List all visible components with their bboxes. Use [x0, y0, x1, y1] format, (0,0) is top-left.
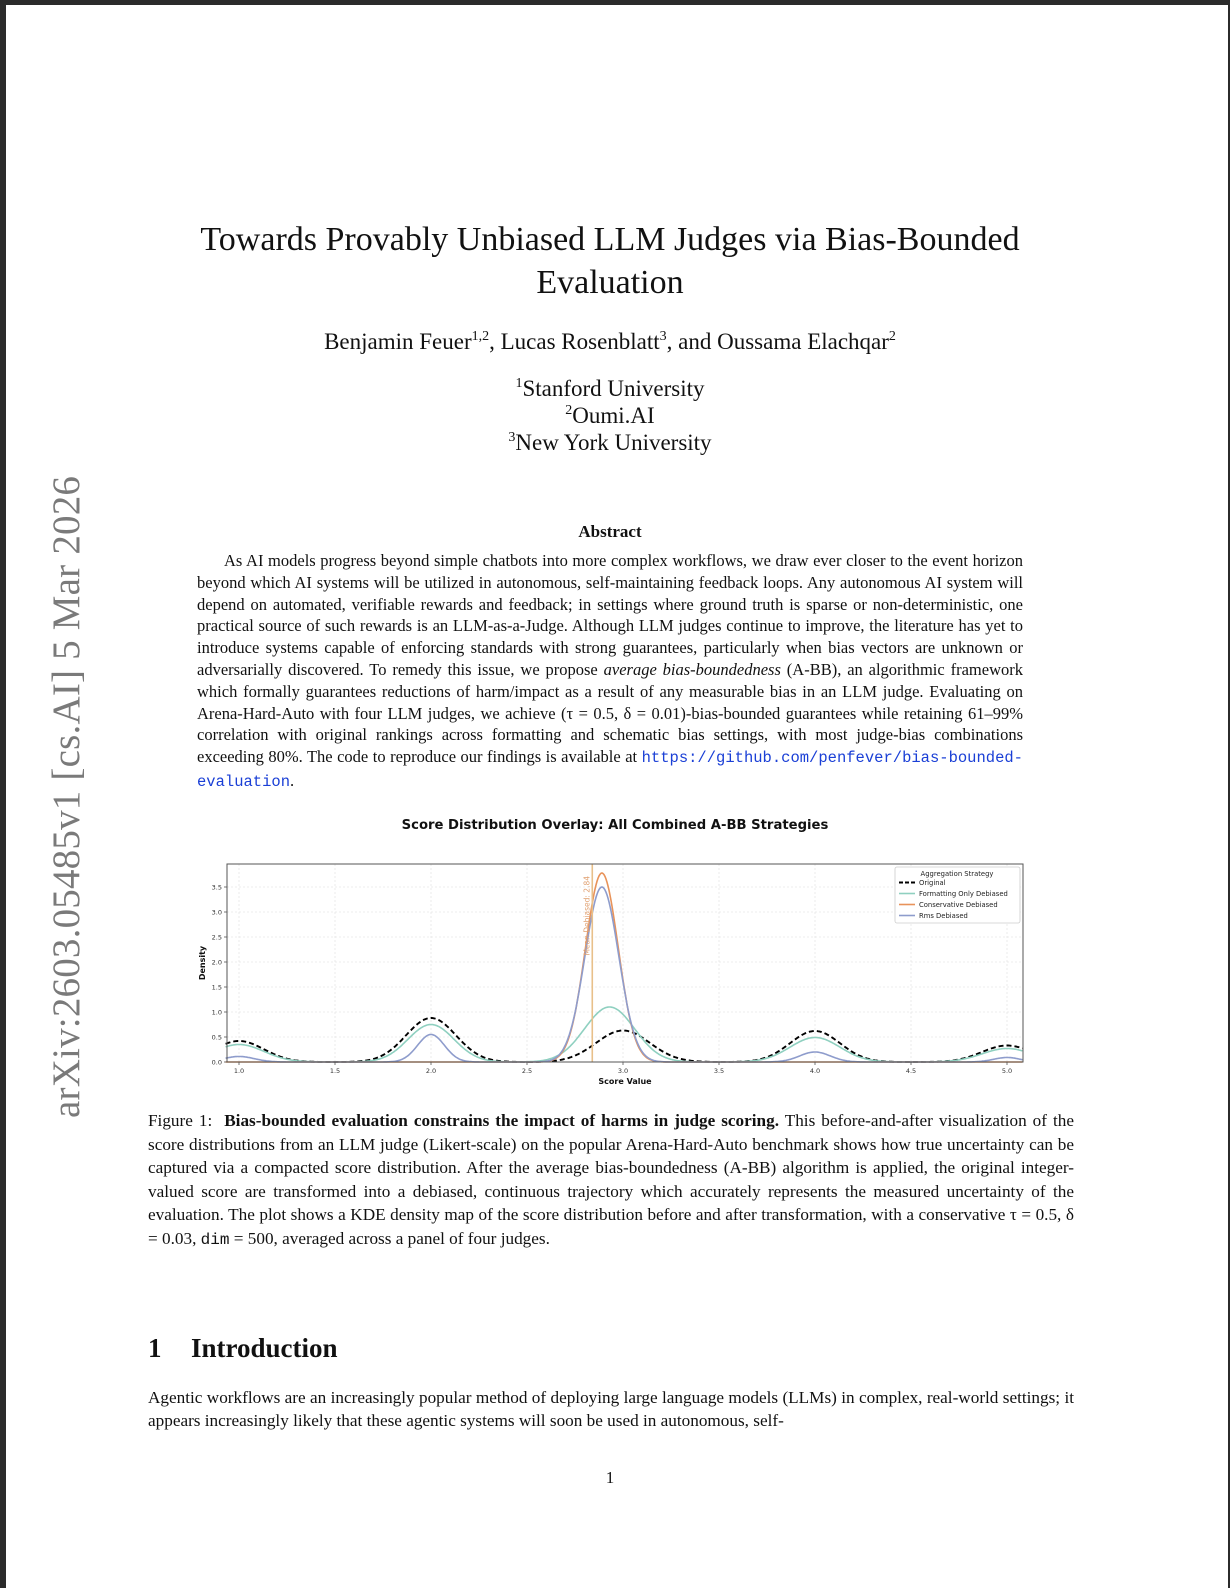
abstract-part: (A-BB), an algorithmic framework which formally guarantees reductions of harm/impact as a result of any measurable bias in an LLM judge. Evaluating on Arena-Hard-Auto with four LLM judges, we achieve (τ = 0.5, δ = 0.01)-bias-bounded guarantees while retaining 61–99% correlation with original rankings across formatting and schematic bias settings, with most judge-bias combinations exceeding 80%. The code to reproduce our findings is available at: [197, 659, 1023, 767]
abstract-italic-term: average bias-boundedness: [603, 659, 781, 679]
figure-caption: [148, 1109, 1074, 1253]
affil-name: Oumi.AI: [572, 403, 655, 428]
caption-text: This before-and-after visualization of the score distributions from an LLM judge (Likert-scale) on the popular Arena-Hard-Auto benchmark shows how true uncertainty can be captured via a compacted score distribution. After the average bias-boundedness (A-BB) algorithm is applied, the original integer-valued score are transformed into a debiased, continuous trajectory which accurately represents the measured uncertainty of the evaluation. The plot shows a KDE density map of the score distribution before and after transformation, with a conservative τ = 0.5, δ = 0.03,: [148, 1111, 1074, 1248]
author-name: Benjamin Feuer: [324, 329, 472, 354]
section-heading: [148, 1333, 338, 1364]
introduction-text: Agentic workflows are an increasingly popular method of deploying large language models (LLMs) in complex, real-world settings; it appears increasingly likely that these agentic systems will soon be used in autonomous, self-: [148, 1388, 1074, 1430]
author-affil-sup: 2: [888, 329, 896, 344]
author-affil-sup: 1,2: [471, 329, 490, 344]
author-name: Oussama Elachqar: [717, 329, 889, 354]
y-tick-label: 0.5: [211, 1033, 222, 1042]
x-tick-label: 3.5: [713, 1067, 725, 1075]
y-tick-label: 2.0: [211, 958, 222, 967]
figure-label: Figure 1:: [148, 1111, 213, 1130]
series-line-original: [226, 1018, 1023, 1062]
affil-name: New York University: [515, 430, 712, 455]
y-tick-label: 2.5: [211, 933, 222, 942]
affil-name: Stanford University: [522, 376, 705, 401]
x-tick-label: 2.5: [521, 1067, 533, 1075]
abstract-part: As AI models progress beyond simple chatbots into more complex workflows, we draw ever closer to the event horizon beyond which AI systems will be utilized in autonomous, self-maintaining feedback loops. Any autonomous AI system will depend on automated, verifiable rewards and feedback; in settings where ground truth is sparse or non-deterministic, one practical source of such rewards is an LLM-as-a-Judge. Although LLM judges continue to improve, the literature has yet to introduce systems capable of enforcing standards with strong guarantees, particularly when bias vectors are unknown or adversarially discovered. To remedy this issue, we propose: [197, 551, 1023, 679]
author-separator: , and: [666, 329, 718, 354]
legend-entry: Formatting Only Debiased: [919, 890, 1008, 898]
x-tick-label: 1.0: [233, 1067, 245, 1075]
section-number: 1: [148, 1333, 162, 1363]
x-tick-label: 5.0: [1001, 1067, 1013, 1075]
y-tick-label: 3.5: [211, 883, 222, 892]
author-separator: ,: [489, 329, 501, 354]
author-affil-sup: 3: [659, 329, 667, 344]
author-name: Lucas Rosenblatt: [500, 329, 660, 354]
affil-sup: 3: [508, 430, 516, 445]
x-tick-label: 3.0: [617, 1067, 629, 1075]
code-repo-link[interactable]: https://github.com/penfever/bias-bounded-evaluation: [197, 749, 1023, 791]
mean-debiased-label: Mean Debiased: 2.84: [582, 876, 592, 956]
page-number: 1: [605, 1468, 615, 1487]
y-tick-label: 0.0: [211, 1058, 222, 1067]
affil-sup: 2: [565, 403, 573, 418]
x-tick-label: 4.0: [809, 1067, 821, 1075]
legend-entry: Rms Debiased: [919, 912, 968, 920]
caption-bold-summary: Bias-bounded evaluation constrains the impact of harms in judge scoring.: [224, 1111, 780, 1130]
affil-sup: 1: [515, 376, 523, 391]
y-tick-label: 3.0: [211, 908, 222, 917]
section-title: Introduction: [191, 1333, 338, 1363]
y-tick-label: 1.0: [211, 1008, 222, 1017]
x-tick-label: 1.5: [329, 1067, 341, 1075]
legend-title: Aggregation Strategy: [920, 870, 994, 878]
series-line-formatting-only-debiased: [226, 1007, 1023, 1062]
title-line-2: Evaluation: [536, 264, 684, 301]
arxiv-identifier-stamp: arXiv:2603.05485v1 [cs.AI] 5 Mar 2026: [45, 475, 88, 1118]
x-tick-label: 2.0: [425, 1067, 437, 1075]
abstract-heading: Abstract: [578, 522, 642, 541]
x-axis-label: Score Value: [598, 1077, 652, 1086]
y-axis-label: Density: [198, 945, 207, 981]
caption-text: = 500, averaged across a panel of four judges.: [229, 1228, 550, 1248]
abstract-end: .: [290, 770, 295, 790]
legend-entry: Original: [919, 879, 946, 887]
caption-mono-term: dim: [200, 1230, 230, 1249]
title-line-1: Towards Provably Unbiased LLM Judges via Bias-Bounded: [200, 221, 1020, 258]
chart-title: Score Distribution Overlay: All Combined A-BB Strategies: [401, 818, 829, 833]
legend-entry: Conservative Debiased: [919, 901, 998, 909]
y-tick-label: 1.5: [211, 983, 222, 992]
x-tick-label: 4.5: [905, 1067, 917, 1075]
